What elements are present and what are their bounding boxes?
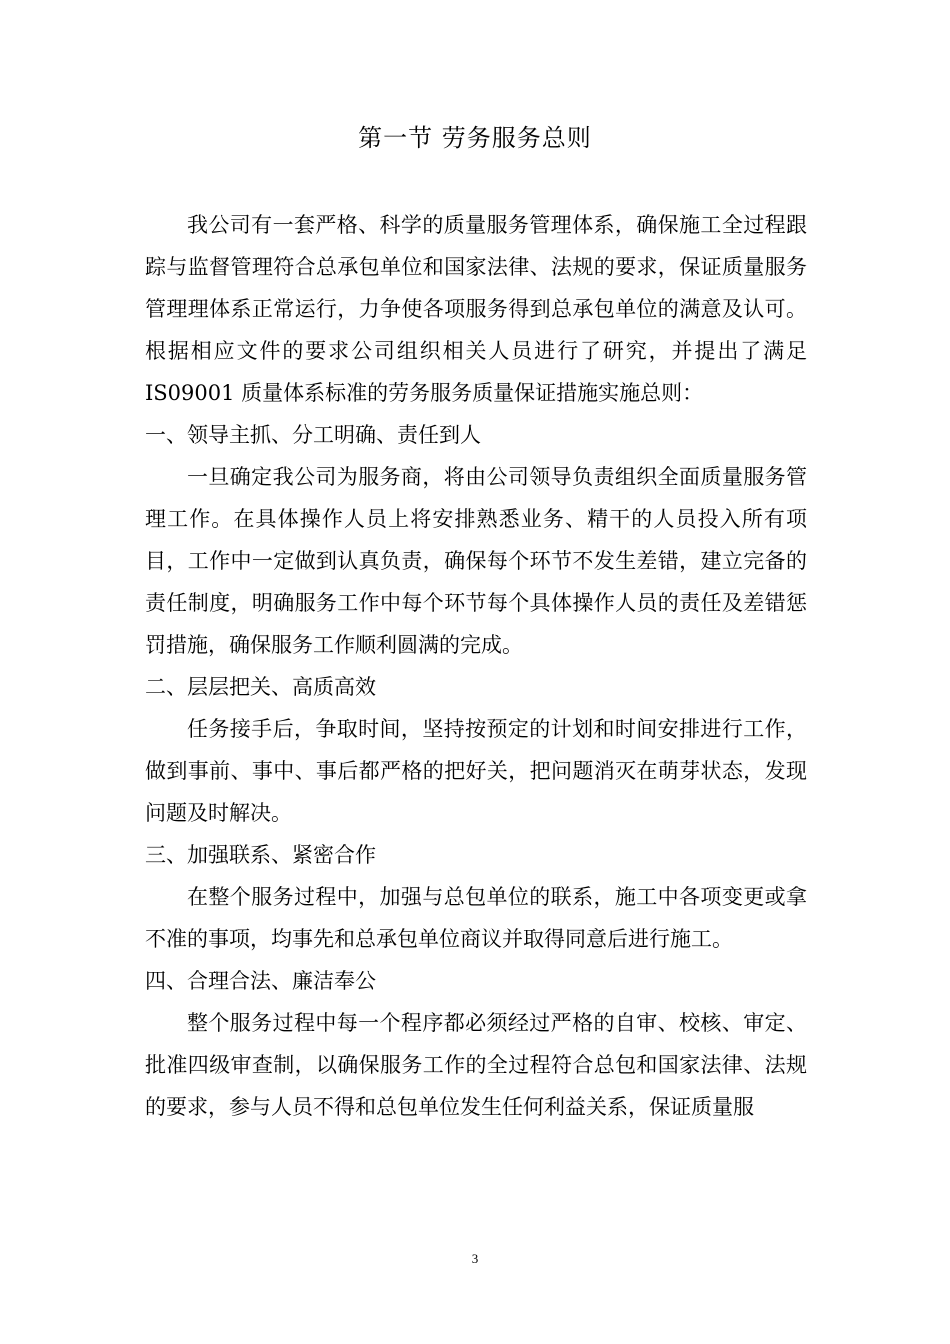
section-title: 第一节 劳务服务总则 xyxy=(358,124,592,152)
section-text-3: 在整个服务过程中，加强与总包单位的联系，施工中各项变更或拿不准的事项，均事先和总承包单位商议并取得同意后进行施工。 xyxy=(145,885,807,951)
section-heading-2: 二、层层把关、高质高效 xyxy=(145,675,376,699)
intro-paragraph: 我公司有一套严格、科学的质量服务管理体系，确保施工全过程跟踪与监督管理符合总承包单位和国家法律、法规的要求，保证质量服务管理理体系正常运行，力争使各项服务得到总承包单位的满意及认可。根据相应文件的要求公司组织相关人员进行了研究，并提出了满足 IS09001 质量体系标准的劳务服务质量保证措施实施总则： xyxy=(145,213,807,405)
page-number: 3 xyxy=(471,1251,479,1266)
section-text-4: 整个服务过程中每一个程序都必须经过严格的自审、校核、审定、批准四级审查制，以确保服务工作的全过程符合总包和国家法律、法规的要求，参与人员不得和总包单位发生任何利益关系，保证质量服 xyxy=(145,1011,807,1119)
document-body xyxy=(145,204,807,1128)
section-heading-3: 三、加强联系、紧密合作 xyxy=(145,843,376,867)
section-text-2: 任务接手后，争取时间，坚持按预定的计划和时间安排进行工作，做到事前、事中、事后都严格的把好关，把问题消灭在萌芽状态，发现问题及时解决。 xyxy=(145,717,807,825)
section-heading-4: 四、合理合法、廉洁奉公 xyxy=(145,969,376,993)
section-heading-1: 一、领导主抓、分工明确、责任到人 xyxy=(145,423,481,447)
section-text-1: 一旦确定我公司为服务商，将由公司领导负责组织全面质量服务管理工作。在具体操作人员上将安排熟悉业务、精干的人员投入所有项目，工作中一定做到认真负责，确保每个环节不发生差错，建立完备的责任制度，明确服务工作中每个环节每个具体操作人员的责任及差错惩罚措施，确保服务工作顺利圆满的完成。 xyxy=(145,465,807,657)
